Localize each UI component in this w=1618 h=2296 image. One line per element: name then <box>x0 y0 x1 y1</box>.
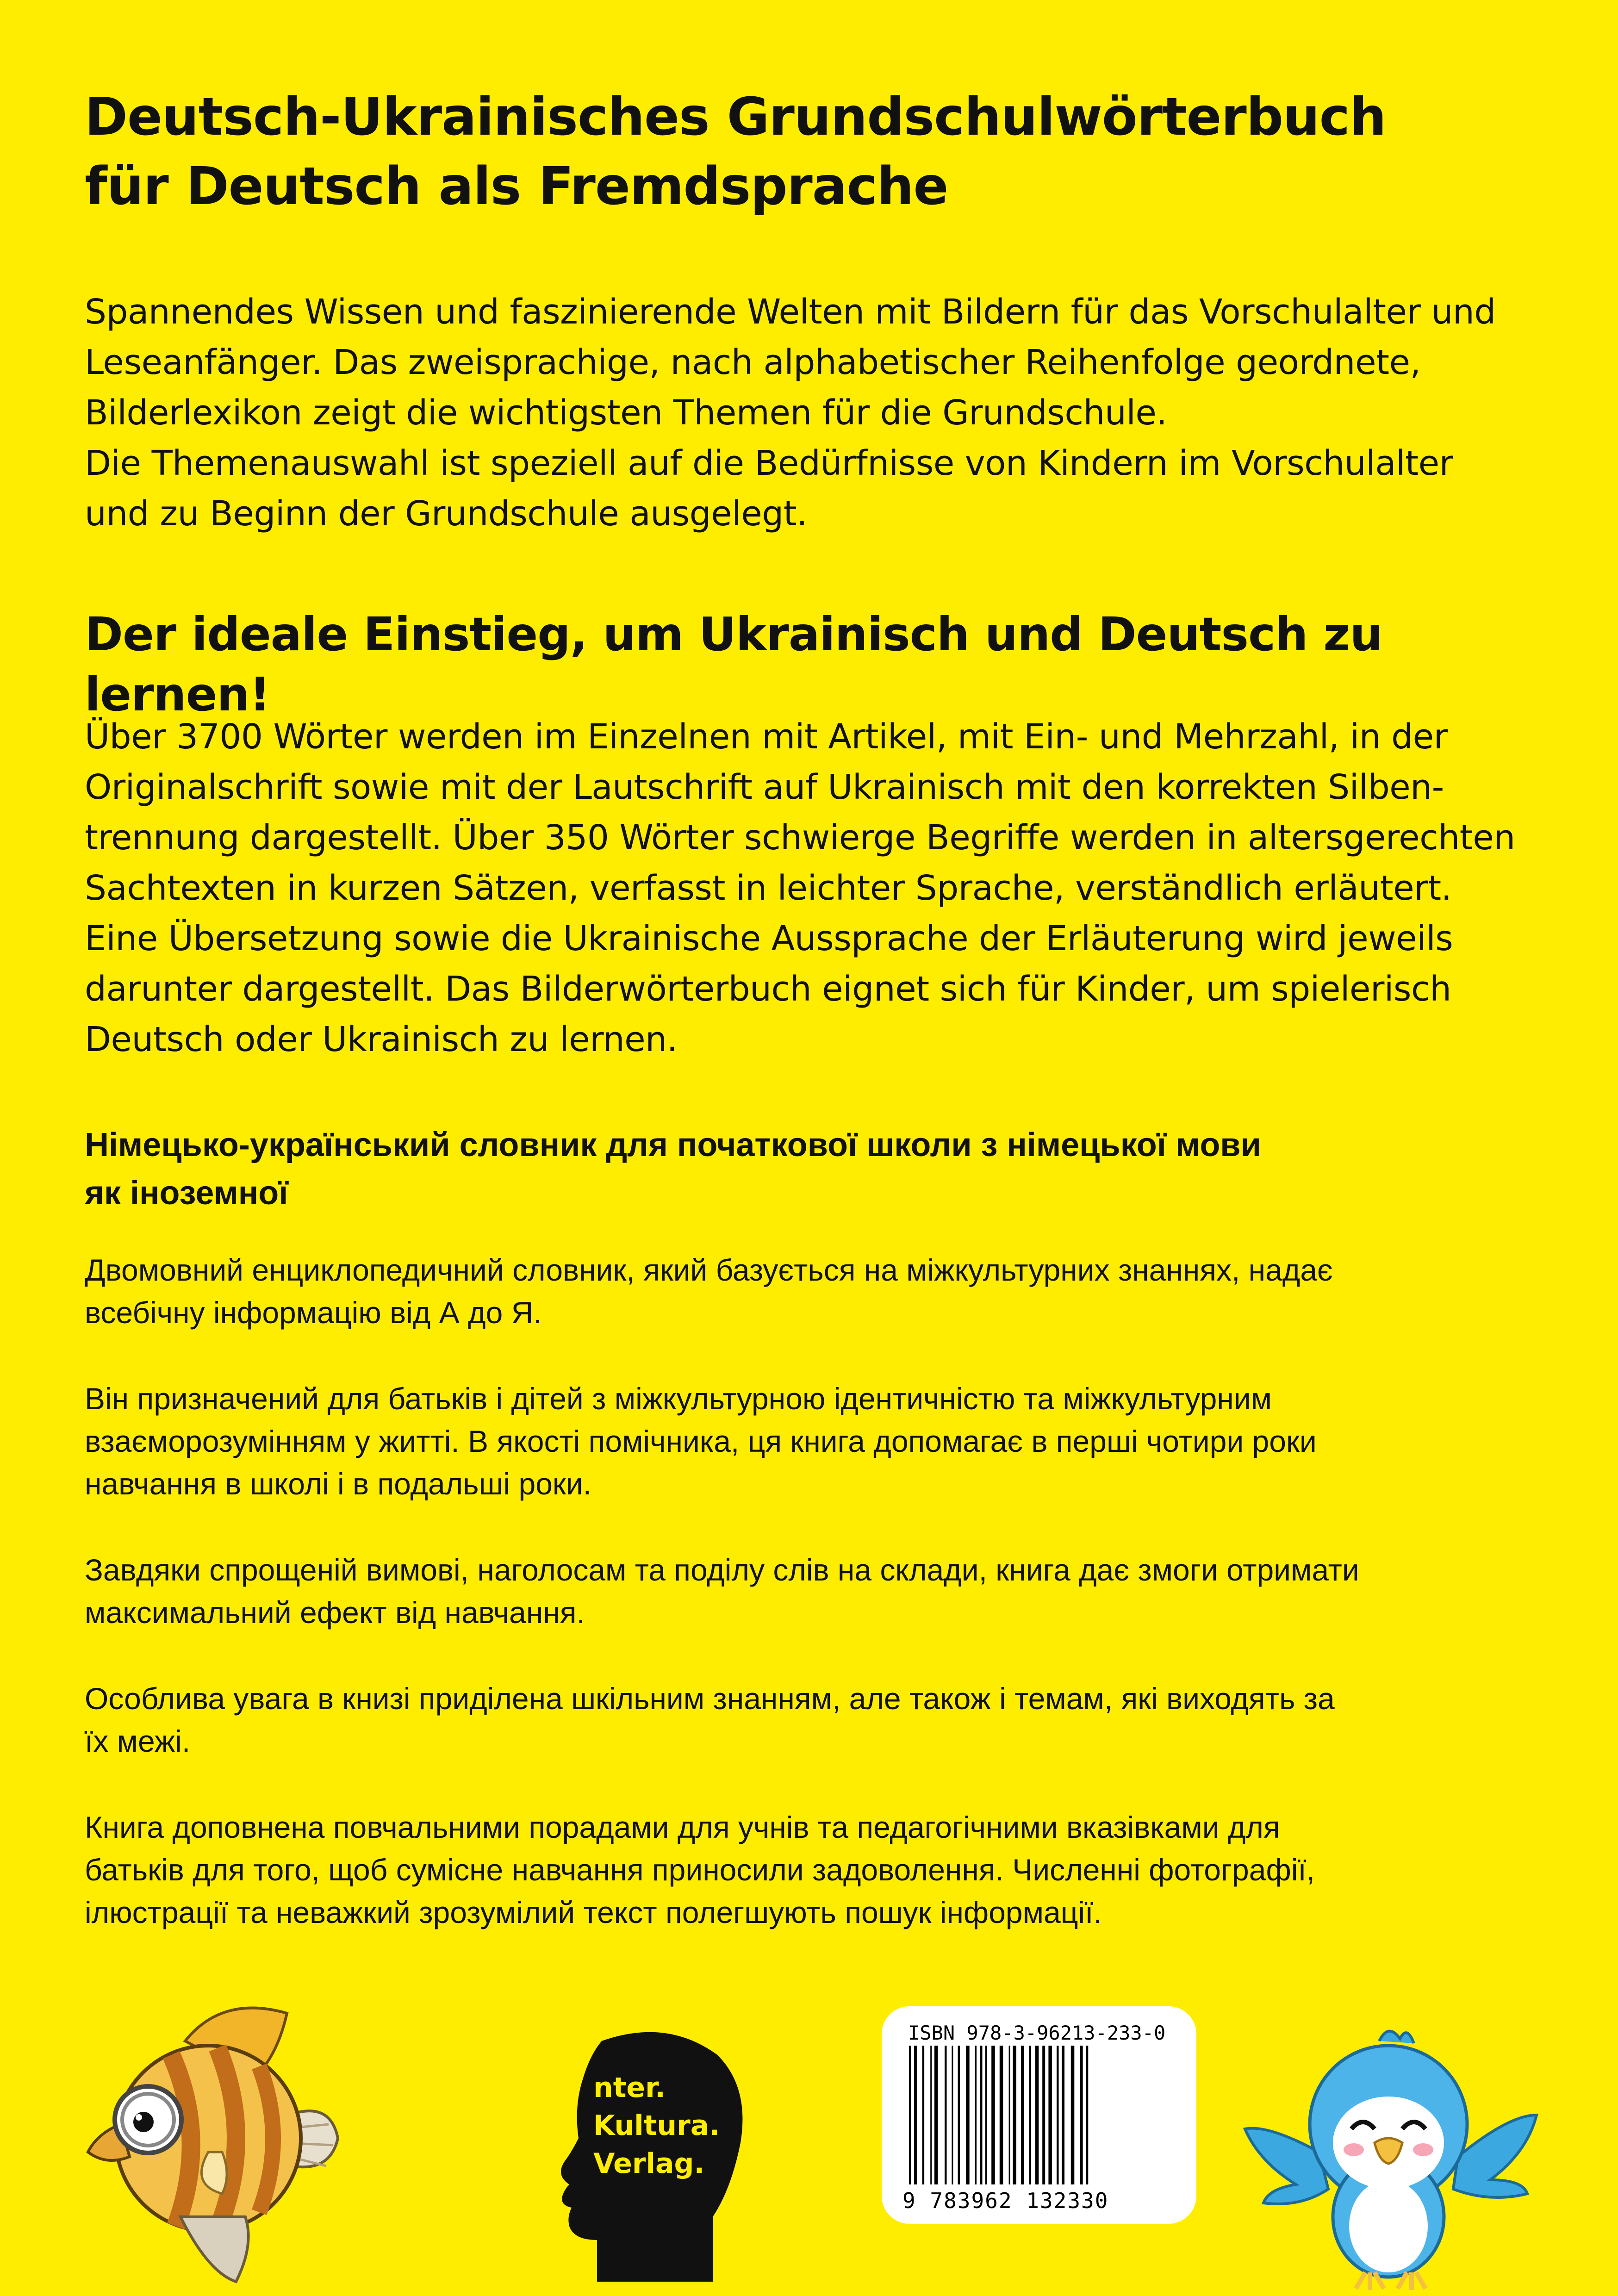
barcode-bar <box>1048 2046 1052 2184</box>
paragraph-uk-5 <box>85 1806 1538 1934</box>
barcode-bar <box>914 2046 917 2184</box>
text-line: навчання в школі і в подальші роки. <box>85 1467 591 1501</box>
publisher-logo-text <box>593 2069 720 2183</box>
text-line: батьків для того, щоб сумісне навчання приносили задоволення. Численні фотографії, <box>85 1853 1315 1887</box>
text-line: darunter dargestellt. Das Bilderwörterbuch eignet sich für Kinder, um spielerisch <box>85 969 1451 1009</box>
text-line: trennung dargestellt. Über 350 Wörter schwierge Begriffe werden in altersgerechten <box>85 818 1515 858</box>
text-line: їх межі. <box>85 1724 191 1758</box>
paragraph-uk-4 <box>85 1677 1538 1762</box>
paragraph-uk-3 <box>85 1549 1538 1634</box>
bird-illustration-icon <box>1240 2022 1541 2291</box>
text-line: und zu Beginn der Grundschule ausgelegt. <box>85 494 808 534</box>
text-line: Він призначений для батьків і дітей з міжкультурною ідентичністю та міжкультурним <box>85 1381 1272 1416</box>
barcode-bar <box>1057 2046 1059 2184</box>
text-line: Bilderlexikon zeigt die wichtigsten Themen für die Grundschule. <box>85 393 1167 433</box>
barcode-bar <box>1071 2046 1075 2184</box>
text-line: Sachtexten in kurzen Sätzen, verfasst in leichter Sprache, verständlich erläutert. <box>85 868 1452 908</box>
barcode-bar <box>1086 2046 1089 2184</box>
main-title-line-1: Deutsch-Ukrainisches Grundschulwörterbuch <box>85 87 1386 147</box>
paragraph-uk-2 <box>85 1377 1538 1505</box>
barcode-bar <box>945 2046 947 2184</box>
barcode-bar <box>930 2046 932 2184</box>
barcode-bar <box>1029 2046 1032 2184</box>
intro-paragraph-de <box>85 287 1538 539</box>
ean-digits: 9 783962 132330 <box>902 2188 1109 2213</box>
body-paragraph-de <box>85 712 1538 1065</box>
barcode-bar <box>922 2046 925 2184</box>
barcode-bar <box>952 2046 953 2184</box>
logo-line: Verlag. <box>593 2147 705 2180</box>
text-line: Книга доповнена повчальними порадами для учнів та педагогічними вказівками для <box>85 1810 1280 1844</box>
logo-line: Kultura. <box>593 2109 720 2142</box>
barcode-bar <box>1062 2046 1064 2184</box>
barcode-bar <box>985 2046 987 2184</box>
text-line: Завдяки спрощеній вимові, наголосам та поділу слів на склади, книга дає змоги отримати <box>85 1553 1359 1587</box>
barcode-bar <box>1013 2046 1016 2184</box>
text-line: Spannendes Wissen und faszinierende Welten mit Bildern für das Vorschulalter und <box>85 292 1496 332</box>
barcode-bar <box>991 2046 995 2184</box>
barcode-bar <box>934 2046 938 2184</box>
text-line: Die Themenauswahl ist speziell auf die Bedürfnisse von Kindern im Vorschulalter <box>85 443 1453 483</box>
text-line: максимальний ефект від навчання. <box>85 1595 585 1630</box>
title-uk-line-2: як іноземної <box>85 1175 288 1212</box>
text-line: Über 3700 Wörter werden im Einzelnen mit Artikel, mit Ein- und Mehrzahl, in der <box>85 717 1448 757</box>
barcode-bar <box>1080 2046 1083 2184</box>
text-line: всебічну інформацію від А до Я. <box>85 1295 542 1330</box>
fish-illustration-icon <box>69 1985 347 2286</box>
barcode-bar <box>980 2046 983 2184</box>
barcode-bar <box>1035 2046 1039 2184</box>
barcode-bar <box>966 2046 970 2184</box>
main-title-line-2: für Deutsch als Fremdsprache <box>85 156 948 217</box>
main-title <box>85 82 1538 221</box>
logo-line: nter. <box>593 2072 666 2104</box>
barcode-bar <box>975 2046 977 2184</box>
isbn-label: ISBN 978-3-96213-233-0 <box>908 2022 1166 2044</box>
text-line: Leseanfänger. Das zweisprachige, nach alphabetischer Reihenfolge geordnete, <box>85 342 1421 382</box>
barcode-bar <box>1042 2046 1045 2184</box>
text-line: Двомовний енциклопедичний словник, який базується на міжкультурних знаннях, надає <box>85 1253 1333 1287</box>
barcode-bar <box>1000 2046 1003 2184</box>
title-uk-line-1: Німецько-український словник для початкової школи з німецької мови <box>85 1126 1261 1164</box>
text-line: Deutsch oder Ukrainisch zu lernen. <box>85 1020 678 1059</box>
barcode-bar <box>958 2046 960 2184</box>
barcode-bar <box>909 2046 911 2184</box>
barcode-icon <box>907 2046 1170 2184</box>
text-line: ілюстрації та неважкий зрозумілий текст полегшують пошук інформації. <box>85 1895 1102 1929</box>
text-line: взаєморозумінням у житті. В якості помічника, ця книга допомагає в перші чотири роки <box>85 1424 1317 1458</box>
headline-de-text: Der ideale Einstieg, um Ukrainisch und Deutsch zu lernen! <box>85 607 1382 722</box>
text-line: Особлива увага в книзі приділена шкільним знанням, але також і темам, які виходять за <box>85 1681 1335 1716</box>
body-uk <box>85 1249 1538 1934</box>
title-uk <box>85 1121 1538 1217</box>
text-line: Eine Übersetzung sowie die Ukrainische Aussprache der Erläuterung wird jeweils <box>85 919 1453 958</box>
paragraph-uk-1 <box>85 1249 1538 1334</box>
text-line: Originalschrift sowie mit der Lautschrift auf Ukrainisch mit den korrekten Silben- <box>85 767 1444 807</box>
headline-de <box>85 604 1538 725</box>
barcode-bar <box>1021 2046 1024 2184</box>
barcode-bar <box>1009 2046 1010 2184</box>
